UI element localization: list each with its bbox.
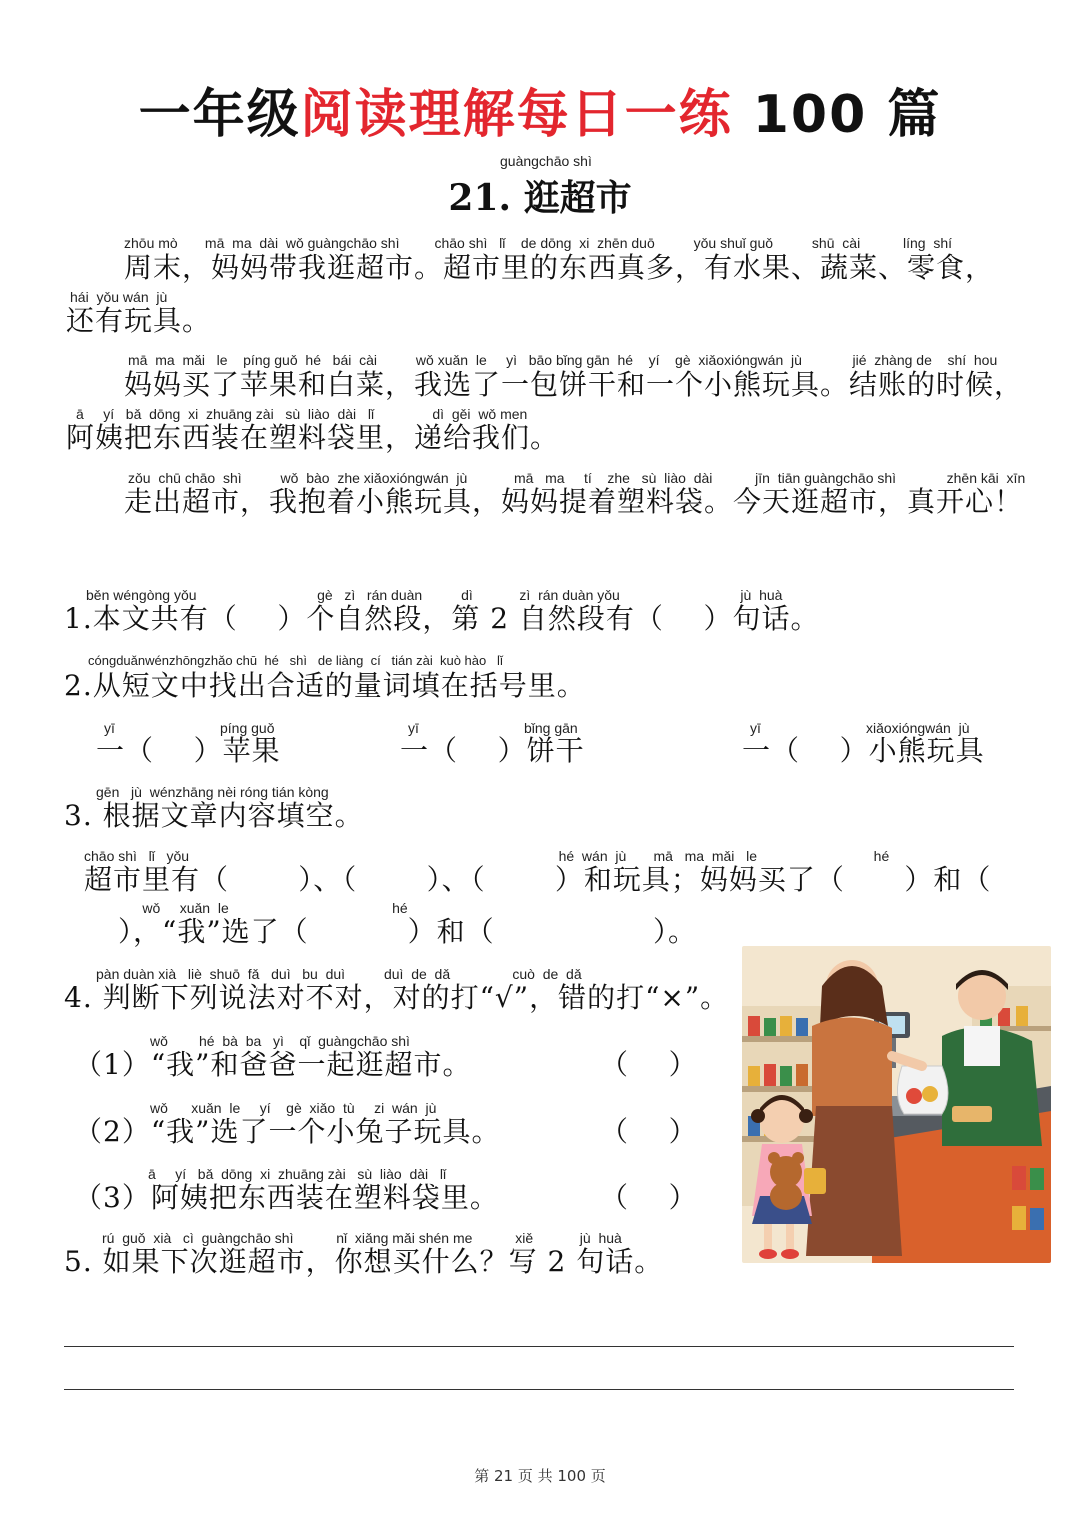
q2-item-3-pinyin-2: xiǎoxióngwán jù xyxy=(866,720,970,736)
passage-line-4: 阿姨把东西装在塑料袋里，递给我们。 xyxy=(66,421,560,454)
q4-item-3-answer-box[interactable]: （ ） xyxy=(600,1181,698,1214)
q2-item-2-pinyin: yī xyxy=(408,720,419,736)
question-4: 4. 判断下列说法对不对，对的打“√”，错的打“×”。 xyxy=(64,981,730,1014)
passage-line-5: 走出超市，我抱着小熊玩具，妈妈提着塑料袋。今天逛超市，真开心！ xyxy=(124,485,1024,518)
page-number: 第 21 页 共 100 页 xyxy=(474,1467,606,1485)
question-2: 2.从短文中找出合适的量词填在括号里。 xyxy=(64,669,586,702)
q2-item-2: 一（ ）饼干 xyxy=(400,734,585,767)
q2-pinyin: cóngduǎnwénzhōngzhǎo chū hé shì de liàng cí tián zài kuò hào lǐ xyxy=(88,653,503,668)
lesson-title-pinyin: guàngchāo shì xyxy=(500,153,592,169)
passage-line-3: 妈妈买了苹果和白菜，我选了一包饼干和一个小熊玩具。结账的时候， xyxy=(124,368,1024,401)
answer-line-2[interactable] xyxy=(64,1389,1014,1390)
question-5: 5. 如果下次逛超市，你想买什么？写 2 句话。 xyxy=(64,1245,664,1278)
title-grade: 一年级 xyxy=(138,85,301,145)
q4-pinyin: pàn duàn xià liè shuō fǎ duì bu duì duì de dǎ cuò de dǎ xyxy=(96,966,582,982)
q4-item-1-pinyin: wǒ hé bà ba yì qǐ guàngchāo shì xyxy=(150,1033,410,1049)
q2-item-1: 一（ ）苹果 xyxy=(96,734,281,767)
supermarket-illustration xyxy=(742,946,1051,1263)
q2-item-3: 一（ ）小熊玩具 xyxy=(742,734,985,767)
q2-item-2-pinyin-2: bǐng gān xyxy=(524,720,578,736)
q2-item-3-pinyin: yī xyxy=(750,720,761,736)
q4-item-3-pinyin: ā yí bǎ dōng xi zhuāng zài sù liào dài lǐ xyxy=(148,1166,447,1182)
passage-line-2: 还有玩具。 xyxy=(66,304,212,337)
q2-item-1-pinyin: yī xyxy=(104,720,115,736)
q3-pinyin: gēn jù wénzhāng nèi róng tián kòng xyxy=(96,784,329,800)
q4-item-2-pinyin: wǒ xuǎn le yí gè xiǎo tù zi wán jù xyxy=(150,1100,437,1116)
q3-line-1-pinyin: chāo shì lǐ yǒu hé wán jù mā ma mǎi le hé xyxy=(84,848,890,864)
passage-line-1-pinyin: zhōu mò mā ma dài wǒ guàngchāo shì chāo shì lǐ de dōng xi zhēn duō yǒu shuǐ guǒ shū cài líng shí xyxy=(124,235,952,251)
answer-line-1[interactable] xyxy=(64,1346,1014,1347)
title-count: 100 篇 xyxy=(732,85,942,145)
lesson-title: 21. 逛超市 xyxy=(448,177,632,219)
q4-item-1-answer-box[interactable]: （ ） xyxy=(600,1048,698,1081)
checkout-scene-image xyxy=(742,946,1051,1263)
q4-item-3: （3）阿姨把东西装在塑料袋里。 xyxy=(74,1181,499,1214)
q3-line-2: ），“我”选了（ ）和（ ）。 xyxy=(118,915,698,948)
q3-line-2-pinyin: wǒ xuǎn le hé xyxy=(84,900,408,916)
q5-pinyin: rú guǒ xià cì guàngchāo shì nǐ xiǎng mǎi shén me xiě jù huà xyxy=(102,1230,622,1246)
passage-line-4-pinyin: ā yí bǎ dōng xi zhuāng zài sù liào dài lǐ dì gěi wǒ men xyxy=(76,406,528,422)
q4-item-1: （1）“我”和爸爸一起逛超市。 xyxy=(74,1048,472,1081)
page-title xyxy=(0,72,1080,147)
title-highlight: 阅读理解每日一练 xyxy=(300,85,733,145)
q4-item-2-answer-box[interactable]: （ ） xyxy=(600,1115,698,1148)
question-1: 1.本文共有（ ）个自然段，第 2 自然段有（ ）句话。 xyxy=(64,602,820,635)
q1-pinyin: běn wéngòng yǒu gè zì rán duàn dì zì rán duàn yǒu jù huà xyxy=(86,587,783,603)
q4-item-2: （2）“我”选了一个小兔子玩具。 xyxy=(74,1115,501,1148)
q3-line-1: 超市里有（ ）、（ ）、（ ）和玩具；妈妈买了（ ）和（ xyxy=(84,863,992,896)
question-3: 3. 根据文章内容填空。 xyxy=(64,799,364,832)
q2-item-1-pinyin-2: píng guǒ xyxy=(220,720,275,736)
passage-line-5-pinyin: zǒu chū chāo shì wǒ bào zhe xiǎoxióngwán jù mā ma tí zhe sù liào dài jīn tiān guàngchāo shì zhēn kāi xīn xyxy=(128,470,1026,486)
passage-line-2-pinyin: hái yǒu wán jù xyxy=(70,289,168,305)
passage-line-1: 周末，妈妈带我逛超市。超市里的东西真多，有水果、蔬菜、零食， xyxy=(124,251,995,284)
passage-line-3-pinyin: mā ma mǎi le píng guǒ hé bái cài wǒ xuǎn le yì bāo bǐng gān hé yí gè xiǎoxióngwán jù jié zhàng de shí hou xyxy=(128,352,998,368)
